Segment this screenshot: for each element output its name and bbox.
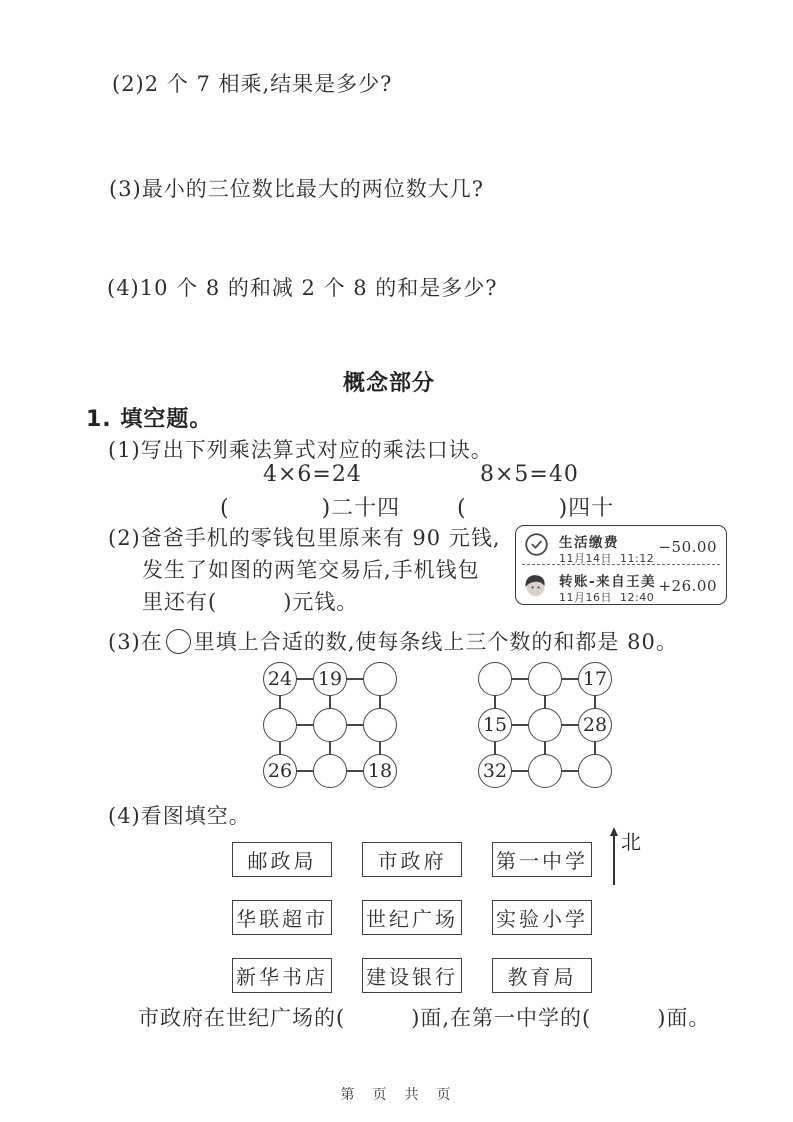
north-arrow-line — [613, 835, 615, 885]
grid-cell: 15 — [478, 708, 512, 742]
map-box-education-bureau: 教育局 — [492, 958, 592, 993]
map-caption: 市政府在世纪广场的( )面,在第一中学的( )面。 — [138, 1006, 711, 1030]
transaction-box — [515, 525, 727, 605]
map-box-experimental-primary-school: 实验小学 — [492, 900, 592, 935]
north-label: 北 — [621, 830, 641, 854]
grid-cell — [263, 708, 297, 742]
grid-cell — [313, 754, 347, 788]
number-grid-right — [478, 662, 612, 788]
sub-question-2-line1: (2)爸爸手机的零钱包里原来有 90 元钱, — [108, 526, 501, 550]
map-box-first-middle-school: 第一中学 — [492, 842, 592, 877]
transaction-title: 生活缴费 — [559, 535, 619, 551]
grid-cell — [313, 708, 347, 742]
grid-cell: 19 — [313, 662, 347, 696]
north-arrow-head — [610, 827, 618, 836]
grid-cell — [363, 708, 397, 742]
grid-cell — [528, 708, 562, 742]
equation-2: 8×5=40 — [480, 462, 579, 487]
grid-cell — [478, 662, 512, 696]
circle-glyph — [166, 629, 191, 654]
sub-question-2-line2: 发生了如图的两笔交易后,手机钱包 — [142, 558, 480, 582]
sub-question-4: (4)看图填空。 — [108, 804, 251, 828]
section-title: 概念部分 — [343, 371, 436, 396]
divider — [522, 564, 720, 565]
sub-question-3-suffix: 里填上合适的数,使每条线上三个数的和都是 80。 — [193, 630, 678, 654]
grid-cell — [528, 754, 562, 788]
transaction-amount: +26.00 — [658, 577, 717, 595]
grid-cell: 28 — [578, 708, 612, 742]
fill-in-heading: 1. 填空题。 — [86, 407, 213, 432]
transaction-date: 11月14日 11:12 — [559, 552, 655, 565]
map-box-century-square: 世纪广场 — [362, 900, 462, 935]
map-box-xinhua-bookstore: 新华书店 — [232, 958, 332, 993]
sub-question-1: (1)写出下列乘法算式对应的乘法口诀。 — [108, 438, 493, 462]
sub-question-3 — [108, 626, 678, 656]
grid-cell: 24 — [263, 662, 297, 696]
question-3: (3)最小的三位数比最大的两位数大几? — [109, 177, 485, 201]
grid-cell: 26 — [263, 754, 297, 788]
sub-question-2-line3: 里还有( )元钱。 — [142, 590, 359, 614]
grid-cell — [578, 754, 612, 788]
transaction-title: 转账-来自王美 — [559, 574, 657, 590]
transaction-date: 11月16日 12:40 — [559, 591, 655, 604]
equation-1: 4×6=24 — [263, 462, 362, 487]
avatar-icon — [521, 571, 549, 603]
payment-check-icon — [524, 532, 549, 561]
grid-cell: 18 — [363, 754, 397, 788]
page-footer: 第 页 共 页 — [340, 1087, 453, 1103]
map-box-post-office: 邮政局 — [232, 842, 332, 877]
blank-answer-1: ( )二十四 — [220, 496, 401, 521]
question-2: (2)2 个 7 相乘,结果是多少? — [112, 72, 393, 96]
transaction-amount: −50.00 — [658, 538, 717, 556]
number-grid-left — [263, 662, 397, 788]
grid-cell: 32 — [478, 754, 512, 788]
grid-cell: 17 — [578, 662, 612, 696]
blank-answer-2: ( )四十 — [457, 496, 615, 521]
map-box-construction-bank: 建设银行 — [362, 958, 462, 993]
sub-question-3-prefix: (3)在 — [108, 630, 163, 654]
question-4: (4)10 个 8 的和减 2 个 8 的和是多少? — [107, 276, 498, 300]
map-box-city-hall: 市政府 — [362, 842, 462, 877]
grid-cell — [528, 662, 562, 696]
grid-cell — [363, 662, 397, 696]
map-box-hualian-supermarket: 华联超市 — [232, 900, 332, 935]
